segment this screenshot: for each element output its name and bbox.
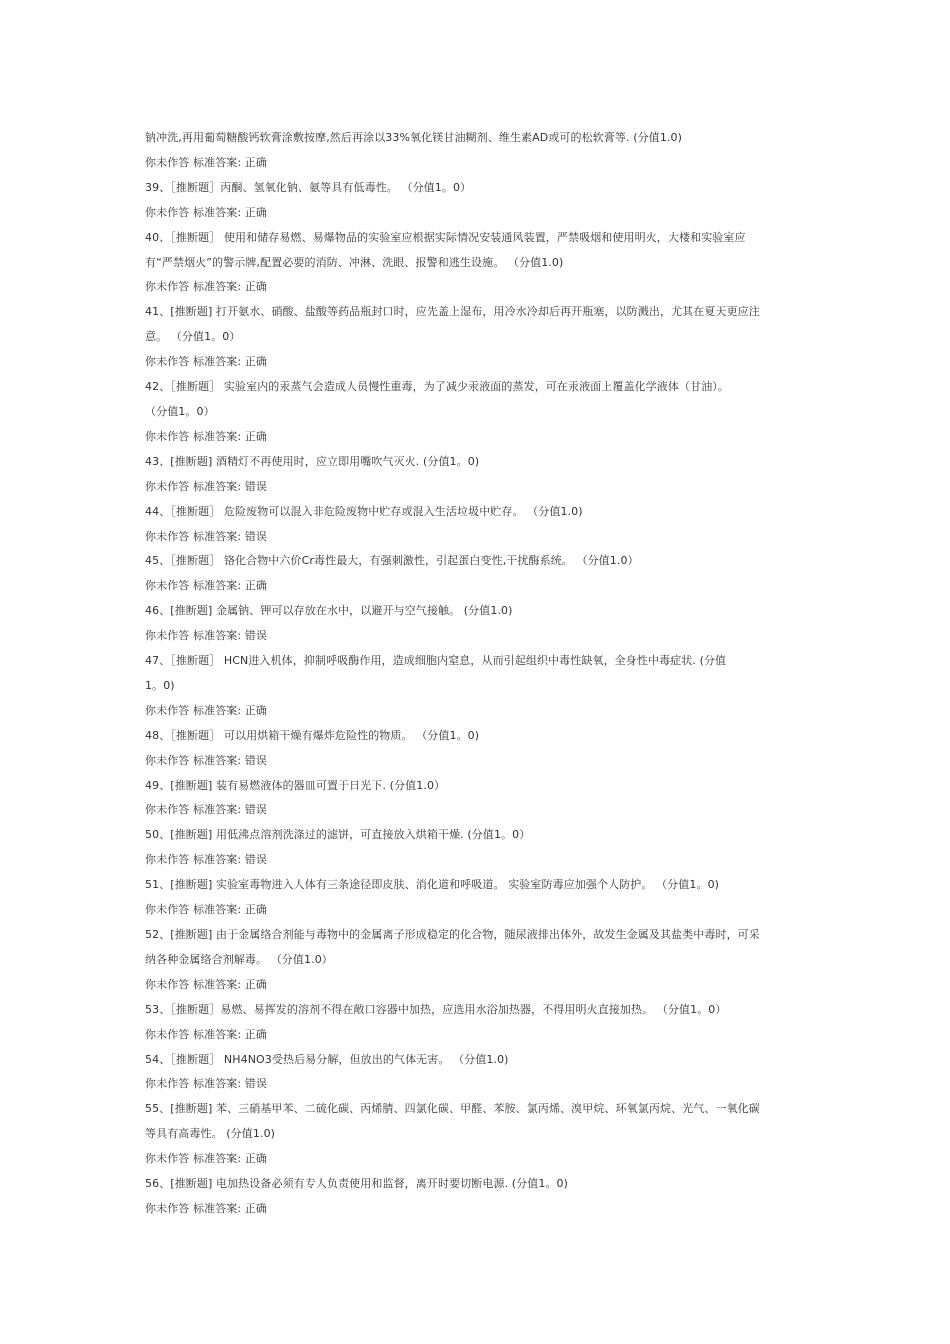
question-line: 39、［推断题］丙酮、氢氧化钠、氨等具有低毒性。 （分值1。0） xyxy=(145,180,472,194)
answer-line: 你未作答 标准答案: 错误 xyxy=(145,1077,267,1091)
answer-line: 你未作答 标准答案: 错误 xyxy=(145,629,267,643)
question-line: 52、[推断题] 由于金属络合剂能与毒物中的金属离子形成稳定的化合物，随尿液排出体外，故发生金属及其盐类中毒时，可采 xyxy=(145,928,760,941)
answer-line: 你未作答 标准答案: 正确 xyxy=(145,1201,267,1215)
answer-line: 你未作答 标准答案: 正确 xyxy=(145,903,267,917)
question-line: 50、[推断题] 用低沸点溶剂洗涤过的滤饼，可直接放入烘箱干燥. (分值1。0） xyxy=(145,828,531,842)
question-line: 41、[推断题] 打开氨水、硝酸、盐酸等药品瓶封口时，应先盖上湿布，用冷水冷却后再开瓶塞，以防溅出，尤其在夏天更应注 xyxy=(145,305,760,319)
question-line: 42、［推断题］ 实验室内的汞蒸气会造成人员慢性重毒，为了减少汞液面的蒸发，可在汞液面上覆盖化学液体（甘油）。 xyxy=(145,380,729,394)
question-line: 47、［推断题］ HCN进入机体，抑制呼吸酶作用，造成细胞内窒息，从而引起组织中毒性缺氧，全身性中毒症状. (分值 xyxy=(145,654,727,668)
answer-line: 你未作答 标准答案: 正确 xyxy=(145,703,267,717)
answer-line: 你未作答 标准答案: 正确 xyxy=(145,1027,267,1041)
question-line: 46、[推断题] 金属钠、钾可以存放在水中，以避开与空气接触。 (分值1.0) xyxy=(145,604,513,618)
answer-line: 你未作答 标准答案: 正确 xyxy=(145,355,267,369)
question-line: 56、[推断题] 电加热设备必须有专人负责使用和监督，离开时要切断电源. (分值1。0) xyxy=(145,1177,569,1191)
answer-line: 你未作答 标准答案: 正确 xyxy=(145,579,267,593)
question-line: 51、[推断题] 实验室毒物进入人体有三条途径即皮肤、消化道和呼吸道。 实验室防毒应加强个人防护。 （分值1。0) xyxy=(145,878,720,892)
question-line: 1。0) xyxy=(145,678,175,692)
question-line: 55、[推断题] 苯、三硝基甲苯、二硫化碳、丙烯腈、四氯化碳、甲醛、苯胺、氯丙烯、溴甲烷、环氧氯丙烷、光气、一氧化碳 xyxy=(145,1102,760,1116)
question-line: 53、［推断题］易燃、易挥发的溶剂不得在敞口容器中加热，应选用水浴加热器，不得用明火直接加热。 （分值1。0） xyxy=(145,1002,727,1016)
answer-line: 你未作答 标准答案: 错误 xyxy=(145,753,267,767)
answer-line: 你未作答 标准答案: 正确 xyxy=(145,155,267,169)
question-line: 44、［推断题］ 危险废物可以混入非危险废物中贮存或混入生活垃圾中贮存。 （分值1.0) xyxy=(145,504,583,518)
question-line: 意。 （分值1。0） xyxy=(145,330,241,344)
answer-line: 你未作答 标准答案: 正确 xyxy=(145,1152,267,1166)
answer-line: 你未作答 标准答案: 正确 xyxy=(145,205,267,219)
question-line: 钠冲洗,再用葡萄糖酸钙软膏涂敷按摩,然后再涂以33%氧化镁甘油糊剂、维生素AD或可的松软膏等. (分值1.0) xyxy=(145,131,683,144)
question-line: 49、[推断题] 装有易燃液体的器皿可置于日光下. (分值1.0） xyxy=(145,778,446,792)
question-line: 43、[推断题] 酒精灯不再使用时，应立即用嘴吹气灭火. (分值1。0) xyxy=(145,454,480,468)
answer-line: 你未作答 标准答案: 正确 xyxy=(145,429,267,443)
question-line: 40、［推断题］ 使用和储存易燃、易爆物品的实验室应根据实际情况安装通风装置，严禁吸烟和使用明火，大楼和实验室应 xyxy=(145,230,746,244)
question-line: 45、［推断题］ 铬化合物中六价Cr毒性最大，有强刺激性，引起蛋白变性,干扰酶系统。 （分值1.0） xyxy=(145,554,639,568)
answer-line: 你未作答 标准答案: 正确 xyxy=(145,280,267,294)
answer-line: 你未作答 标准答案: 错误 xyxy=(145,803,267,817)
question-line: 有“严禁烟火”的警示牌,配置必要的消防、冲淋、洗眼、报警和逃生设施。 （分值1.0) xyxy=(145,255,564,269)
question-line: 54、［推断题］ NH4NO3受热后易分解，但放出的气体无害。 （分值1.0) xyxy=(145,1052,509,1066)
question-line: 48、［推断题］ 可以用烘箱干燥有爆炸危险性的物质。 （分值1。0) xyxy=(145,728,480,742)
question-list xyxy=(145,126,810,1222)
answer-line: 你未作答 标准答案: 正确 xyxy=(145,977,267,991)
question-line: （分值1。0） xyxy=(145,404,215,418)
answer-line: 你未作答 标准答案: 错误 xyxy=(145,529,267,543)
answer-line: 你未作答 标准答案: 错误 xyxy=(145,853,267,867)
question-line: 等具有高毒性。 (分值1.0) xyxy=(145,1127,276,1141)
question-line: 纳各种金属络合剂解毒。 （分值1.0） xyxy=(145,952,333,966)
answer-line: 你未作答 标准答案: 错误 xyxy=(145,479,267,493)
